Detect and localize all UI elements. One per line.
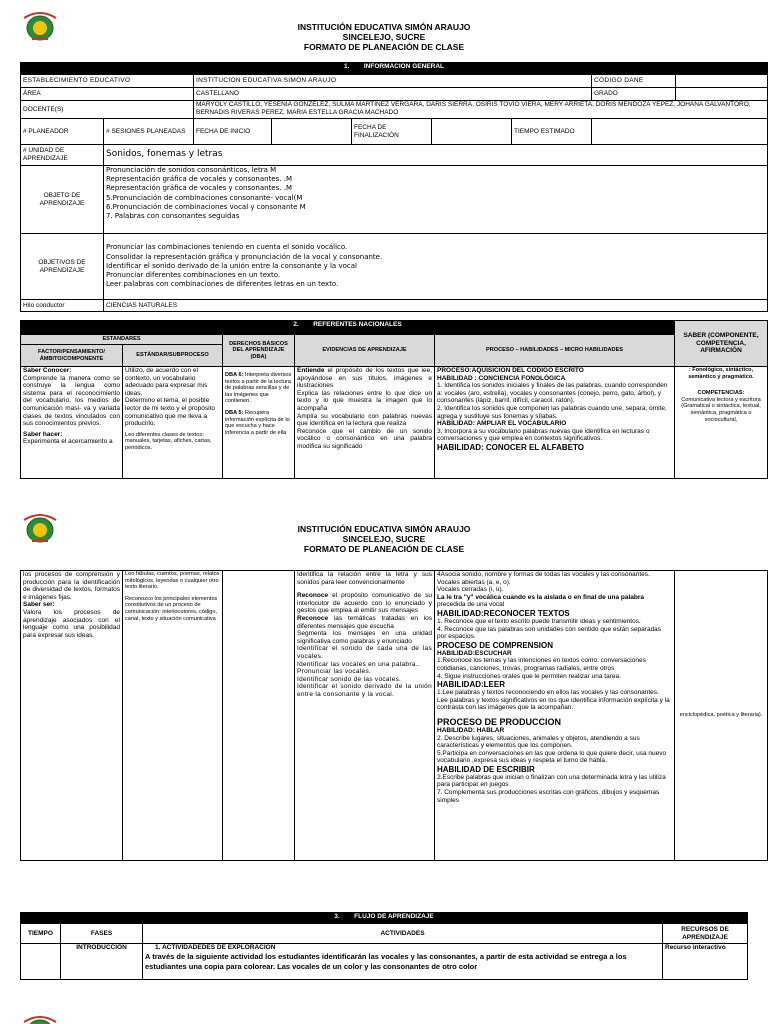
area-value: CASTELLANO [194,88,592,101]
codigo-dane-label: CÓDIGO DANE [592,75,676,88]
competencias-heading: COMPETENCIAS: [697,390,745,397]
dba-6-label: DBA 6: [225,372,244,378]
actividades-header: ACTIVIDADES [143,924,663,944]
objetivos-label: OBJETIVOS DE APRENDIZAJE [21,234,104,300]
fecha-inicio-label: FECHA DE INICIO [194,119,272,145]
habilidad-heading: HABILIDAD:RECONOCER TEXTOS [437,608,570,618]
proceso-heading: PROCESO:AQUISICION DEL CODIGO ESCRITO [437,367,584,374]
estandar-text: Leo diferentes clases de textos: manuales, tarjetas, afiches, cartas, periódicos. [125,431,212,451]
actividad-cell [143,944,663,980]
habilidad-heading: HABILIDAD : CONCIENCIA FONOLÓGICA [437,374,566,382]
evidencia-text: Explica las relaciones entre lo que dice un texto y lo que muestra la imagen que lo acompaña [297,389,432,412]
establecimiento-value: INSTITUCION EDUCATIVA SIMON ARAUJO [194,75,592,88]
habilidad-heading: HABILIDAD DE ESCRIBIR [437,764,535,774]
tiempo-header: TIEMPO [21,924,61,944]
hilo-conductor-value: CIENCIAS NATURALES [104,300,768,312]
estandar-cell [123,367,223,479]
evidencia-text: las temáticas tratadas en los diferentes mensajes que escucha [297,614,433,630]
evidencia-text: Segmenta los mensajes en una unidad significativa como palabras y enunciado [297,630,432,645]
dba-6-text: Interpreta diversos textos a partir de la lectura de palabras sencillas y de las imágenes que contienen. [225,372,292,405]
estandar-text: Determino el tema, el posible lector de mi texto y el propósito comunicativo que me lleva a producirlo. [125,397,215,428]
proceso-heading: PROCESO DE COMPRENSION [437,640,554,650]
proceso-text: Lee palabras y textos significativos en los que identifica información explícita y la contrasta con las imágenes que la acompañan. [437,696,670,712]
factor-header: FACTOR/PENSAMIENTO/ ÁMBITO/COMPONENTE [21,345,123,367]
factor-cell [21,367,123,479]
proceso-text: 2.Escribe palabras que inician o finalizan con una determinada letra y las utiliza para participar en juegos [437,773,666,789]
proceso-text: 3. Incorpora a su vocabulario palabras nuevas que identifica en lecturas o conversaciones y que emplea en contextos significativos. [437,427,650,443]
docentes-label: DOCENTE(S) [21,101,194,119]
competencias-text: Comunicativa lectora y escritora (Gramatical o sintáctica, textual, semántica, pragmática o sociocultural, [681,396,761,423]
proceso-text: precedida de una vocal [437,601,505,609]
proceso-heading: PROCESO DE PRODUCCION [437,716,562,727]
objetivo-item: Consolidar la representación gráfica y pronunciación de la vocal y consonante. [106,252,383,261]
evidencia-text: Amplía su vocabulario con palabras nuevas que identifica en la lectura que realiza [297,412,432,428]
proceso-text: 4. Reconoce que las palabras son unidades con sentido que están separadas por espacios. [437,625,662,641]
habilidad-heading: HABILIDAD: AMPLIAR EL VOCABULARIO [437,420,567,428]
evidencia-keyword: Reconoce [297,614,329,622]
fecha-fin-value [432,119,512,145]
establecimiento-label: ESTABLECIMIENTO EDUCATIVO [21,75,194,88]
proceso-text: 5.Participa en conversaciones en las que ordena lo que quiere decir, usa nuevo vocabulario ,expresa sus ideas y respeta el turno de habla. [437,749,667,765]
estandar-cell [123,571,223,861]
saber-componentes: : Fonológico, sintáctico, semántico y pragmático. [688,367,754,380]
habilidad-heading: HABILIDAD: CONOCER EL ALFABETO [437,442,584,452]
saber-hacer-text: Experimenta el acercamiento a [23,438,113,446]
info-general-table [20,62,768,312]
proceso-cell [435,571,675,861]
objeto-item: Representación gráfica de vocales y consonantes. .M [106,184,292,193]
habilidad-heading: HABILIDAD:ESCUCHAR [437,649,512,657]
evidencia-text: Reconoce que el cambio de un sonido vocálico o consonántico en una palabra modifica su significado [297,427,432,450]
saber-header: SABER (COMPONENTE, COMPETENCIA, AFIRMACIÓN [675,321,768,367]
saber-text: enciclopédica, poética y literaria). [679,712,763,719]
dba-5-label: DBA 5: [225,409,244,416]
objeto-list [104,166,768,234]
referentes-table-p2 [20,570,768,861]
actividad-text: A través de la siguiente actividad los estudiantes identificarán las vocales y las consonantes, a partir de esta actividad se entrega a los estudiantes una copia para colorear. Las vocales de un color y las consonantes de otro color [145,951,627,971]
fases-header: FASES [61,924,143,944]
proceso-text: 4. Sigue instrucciones orales que le permiten realizar una tarea. [437,672,621,680]
objeto-item: 6.Pronunciación de combinaciones vocal y consonante M [106,202,306,211]
page-1 [0,0,768,500]
evidencias-header: EVIDENCIAS DE APRENDIZAJE [295,335,435,367]
grado-label: GRADO [592,88,676,101]
dba-header: DERECHOS BÁSICOS DEL APRENDIZAJE (DBA) [223,335,295,367]
flujo-table [20,912,748,980]
proceso-text: 1. Identifica los sonidos iniciales y finales de las palabras, cuando corresponden a: vocales (aro, estrella), vocales y consonantes (conejo, perro, gato, árbol), y consonantes (lápiz, barril, difícil, caracol, ratón). [437,382,668,405]
evidencia-text: Identificar el sonido de cada una de las vocales. [297,645,432,660]
saber-conocer-heading: Saber Conocer: [23,367,72,374]
saber-ser-text: Valora los procesos de aprendizaje asociados con el lenguaje como una posibilidad para expresar sus ideas. [23,608,120,639]
proceso-text: La le tra "y" vocálica cuando es la aislada o en final de una palabra [437,593,645,601]
tiempo-estimado-value [592,119,768,145]
area-label: ÁREA [21,88,194,101]
tiempo-cell [21,944,61,980]
fase-introduccion: INTRODUCCION [61,944,143,980]
proceso-text: 4Asocia sonido, nombre y formas de todas las vocales y las consonantes. [437,571,650,578]
factor-cell [21,571,123,861]
page-2 [0,500,768,1024]
habilidad-heading: HABILIDAD:LEER [437,680,505,690]
saber-conocer-text: Comprende la manera como se construye la lengua como sistema para el reconocimiento del vocabulario, los medios de comunicación masi- va y variada clases de textos vinculados con sus conocimientos previos. [23,374,120,428]
objetivo-item: Leer palabras con combinaciones de diferentes letras en un texto. [106,280,339,289]
unidad-label: # UNIDAD DE APRENDIZAJE [21,145,104,166]
fecha-fin-label: FECHA DE FINALIZACIÓN [352,119,432,145]
estandares-header: ESTANDARES [21,335,223,345]
habilidad-heading: HABILIDAD: HABLAR [437,726,505,734]
evidencia-text: el propósito comunicativo de su interlocutor de acuerdo con lo enunciado y gestos que emplea al emitir sus mensajes [297,592,432,615]
planeador-label: # PLANEADOR [21,119,104,145]
actividad-title: 1. ACTIVIDADEDES DE EXPLORACION [155,944,276,951]
recurso-cell: Recurso interactivo [663,944,748,980]
estandar-text: Utilizo, de acuerdo con el contexto, un vocabulario adecuado para expresar mis ideas. [125,367,208,397]
header-institution: INSTITUCIÓN EDUCATIVA SIMÓN ARAUJO [297,22,471,32]
sesiones-label: # SESIONES PLANEADAS [104,119,194,145]
objetivo-item: Pronunciar diferentes combinaciones en un texto. [106,271,281,280]
objeto-item: Representación gráfica de vocales y consonantes. .M [106,175,292,184]
evidencia-text: el propósito de los textos que lee, apoyándose en sus títulos, imágenes e ilustraciones [297,367,432,390]
dba-5-text: Recupera información explícita de lo que escucha y hace inferencia a partir de ella [225,409,290,436]
factor-text: los procesos de comprensión y producción para la identificación de diversidad de textos, formatos e imágenes fijas. [23,571,120,601]
section-1-title: 1. INFORMACIÓN GENERAL [21,63,768,75]
header-city: SINCELEJO, SUCRE [342,32,426,42]
section-3-title: 3. FLUJO DE APRENDIZAJE [21,913,748,924]
objeto-item: 5.Pronunciación de combinaciones consonante- vocal(M [106,193,303,202]
proceso-text: 1. Reconoce que el texto escrito puede transmitir ideas y sentimientos. [437,617,641,625]
saber-cell [675,367,768,479]
docentes-value: MARYOLY CASTILLO, YESENIA GONZELEZ, SULMA MARTINEZ VERGARA, DARIS SIERRA, OSIRIS TOVIO VIERA, MERY ARRIETA, DORIS MENDOZA YEPEZ, JOHANA GALVANTORO, BERNADIS RIVERAS PEREZ, MARIA ESTELLA GRACIA MACHADO [194,101,768,119]
school-logo-icon [20,1012,60,1024]
objeto-item: Pronunciación de sonidos consonánticos, letra M [106,166,277,174]
proceso-text: 7. Complementa sus producciones escritas con gráficos, dibujos y esquemas simples [437,789,660,804]
proceso-text: 1.Reconoce los temas y las intenciones en textos como: conversaciones cotidianas, canciones, trovas, programas radiales, entre otros [437,657,646,672]
fecha-inicio-value [272,119,352,145]
proceso-text: Vocales cerradas (i, u). [437,586,504,594]
tiempo-estimado-label: TIEMPO ESTIMADO [512,119,592,145]
proceso-cell [435,367,675,479]
saber-cell [675,571,768,861]
evidencia-text: Identificar sonido de las vocales. [297,675,402,683]
proceso-text: 2. Identifica los sonidos que componen las palabras cuando une, separa, omite, agrega y sustituye sus fonemas y sílabas. [437,404,667,420]
grado-value [676,88,768,101]
evidencia-text: Pronunciar las vocales. [297,668,372,676]
proceso-text: Vocales abiertas (a, e, o). [437,578,511,586]
evidencias-cell [295,571,435,861]
saber-hacer-heading: Saber hacer: [23,430,63,438]
dba-cell [223,571,295,861]
header-city: SINCELEJO, SUCRE [342,534,426,544]
evidencia-text: Identifica la relación entre la letra y sus sonidos para leer convencionalmente [297,571,432,586]
estandar-text: Reconozco los principales elementos constitutivos de un proceso de comunicación: interlocutores, código, canal, texto y situación comunicativa [125,595,218,622]
estandar-proceso-header: ESTÁNDAR/SUBPROCESO [123,345,223,367]
evidencia-keyword: Entiende [297,367,325,374]
header-institution: INSTITUCIÓN EDUCATIVA SIMÓN ARAUJO [297,524,471,534]
objeto-item: 7. Palabras con consonantes seguidas [106,212,240,221]
estandar-text: Leo fábulas, cuentos, poemas, relatos mitológicos, leyendas o cualquier otro texto literario. [125,571,220,591]
objeto-label: OBJETO DE APRENDIZAJE [21,166,104,234]
header-format: FORMATO DE PLANEACIÓN DE CLASE [303,42,465,52]
section-2-title: 2. REFERENTES NACIONALES [21,321,675,335]
referentes-table-p1 [20,320,768,479]
objetivo-item: Pronunciar las combinaciones teniendo en cuenta el sonido vocálico. [106,243,348,252]
proceso-text: 1.Lee palabras y textos reconociendo en ellos las vocales y las consonantes. [437,689,659,697]
unidad-value: Sonidos, fonemas y letras [104,145,768,166]
hilo-conductor-label: Hilo conductor [21,300,104,312]
objetivos-list [104,234,768,300]
evidencia-text: Identificar las vocales en una palabra.. [297,660,420,668]
proceso-text: 2. Describe lugares, situaciones, animales y objetos, atendiendo a sus características y elementos que los componen. [437,734,640,750]
evidencias-cell [295,367,435,479]
objetivo-item: Identificar el sonido derivado de la unión entre la consonante y la vocal [106,261,357,270]
codigo-dane-value [676,75,768,88]
proceso-header: PROCESO – HABILIDADES – MICRO HABILIDADES [435,335,675,367]
evidencia-keyword: Reconoce [297,592,329,600]
header-format: FORMATO DE PLANEACIÓN DE CLASE [303,544,465,554]
saber-ser-heading: Saber ser: [23,601,55,609]
dba-cell [223,367,295,479]
evidencia-text: Identificar el sonido derivado de la unión entre la consonante y la vocal. [297,683,432,698]
recursos-header: RECURSOS DE APRENDIZAJE [663,924,748,944]
